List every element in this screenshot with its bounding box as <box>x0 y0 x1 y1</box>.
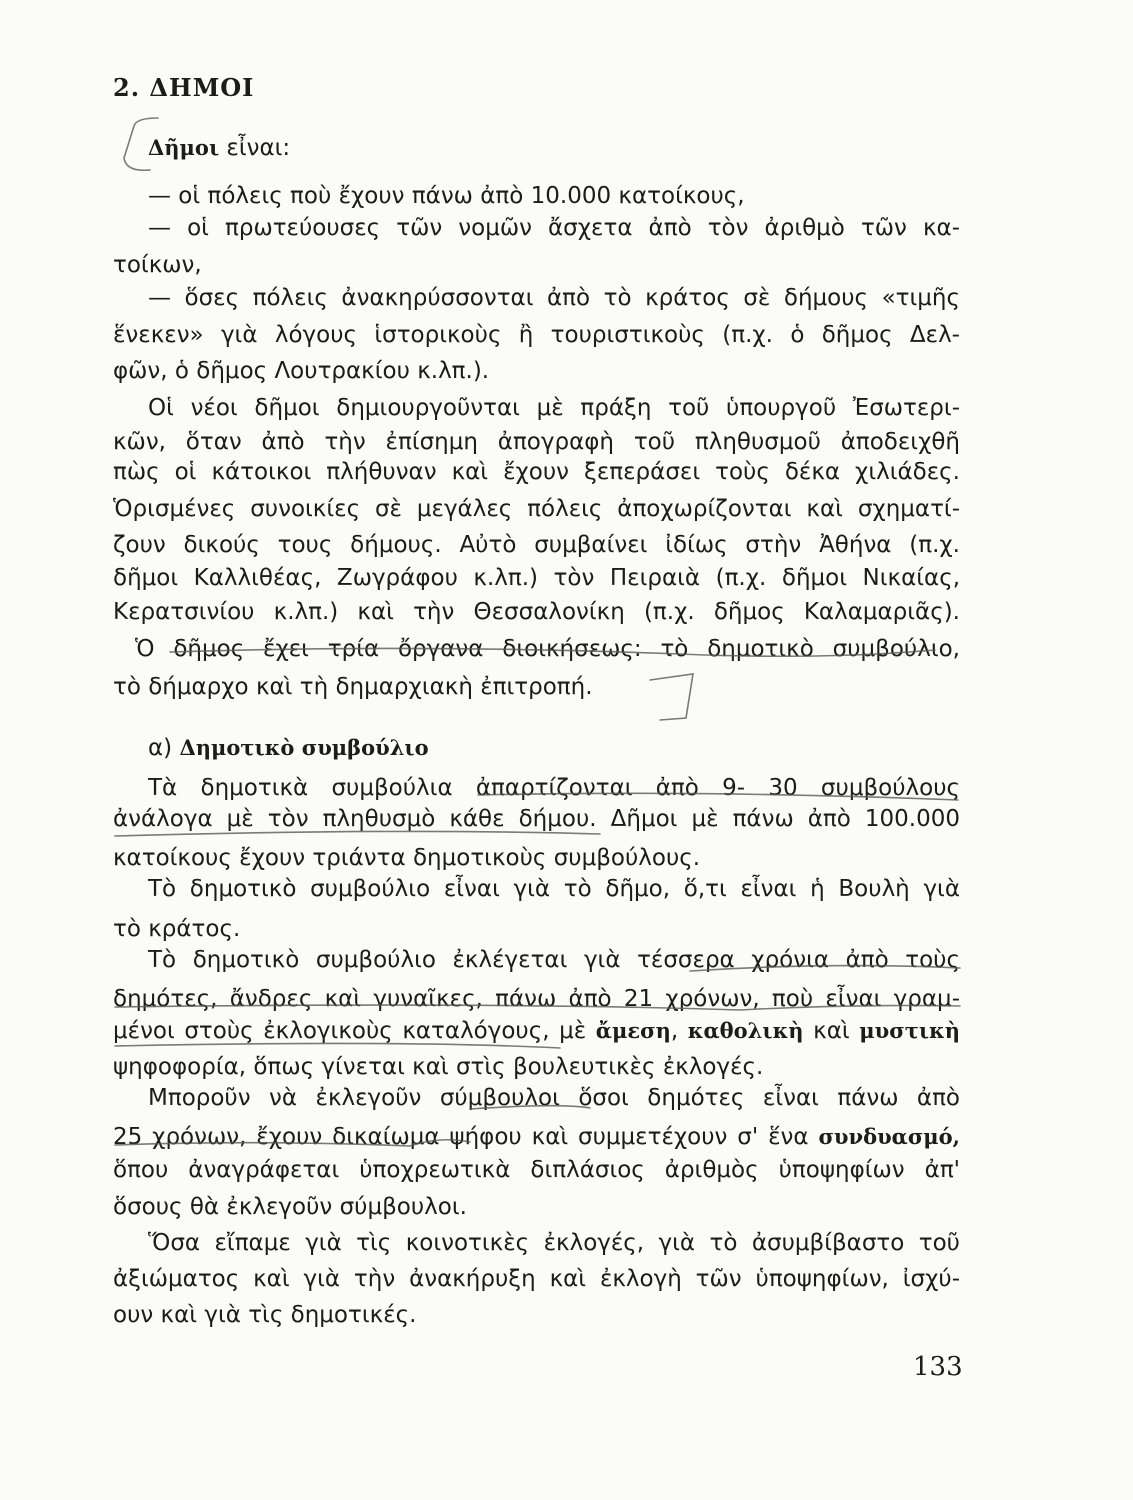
electoral-text: , <box>670 1018 688 1044</box>
intro-term: Δῆμοι <box>148 135 220 160</box>
body-line: Ὅσα εἴπαμε γιὰ τὶς κοινοτικὲς ἐκλογές, γιὰ τὸ ἀσυμβίβαστο τοῦ <box>148 1230 960 1256</box>
body-line <box>113 1016 960 1046</box>
body-line: ψηφοφορία, ὅπως γίνεται καὶ στὶς βουλευτικὲς ἐκλογές. <box>113 1054 764 1080</box>
section-title: 2. ΔΗΜΟΙ <box>113 73 255 102</box>
body-line: ὅσους θὰ ἐκλεγοῦν σύμβουλοι. <box>113 1194 467 1220</box>
body-line <box>113 1122 960 1152</box>
intro-rest: εἶναι: <box>219 135 291 161</box>
body-line: φῶν, ὁ δῆμος Λουτρακίου κ.λπ.). <box>113 358 490 384</box>
body-line: δημότες, ἄνδρες καὶ γυναῖκες, πάνω ἀπὸ 21 χρόνων, ποὺ εἶναι γραμ- <box>113 986 960 1012</box>
body-line: Ὁ δῆμος ἔχει τρία ὄργανα διοικήσεως: τὸ δημοτικὸ συμβούλιο, <box>135 636 960 662</box>
body-line: Οἱ νέοι δῆμοι δημιουργοῦνται μὲ πράξη τοῦ ὑπουργοῦ Ἐσωτερι- <box>148 395 960 421</box>
body-line: ζουν δικούς τους δήμους. Αὐτὸ συμβαίνει ἰδίως στὴν Ἀθήνα (π.χ. <box>113 532 960 558</box>
body-line: κῶν, ὅταν ἀπὸ τὴν ἐπίσημη ἀπογραφὴ τοῦ πληθυσμοῦ ἀποδειχθῆ <box>113 429 960 455</box>
body-line: Τὸ δημοτικὸ συμβούλιο εἶναι γιὰ τὸ δῆμο, ὅ,τι εἶναι ἡ Βουλὴ γιὰ <box>148 876 960 902</box>
body-line: Τὰ δημοτικὰ συμβούλια ἀπαρτίζονται ἀπὸ 9- 30 συμβούλους <box>148 775 960 801</box>
body-line: τοίκων, <box>113 252 202 278</box>
body-line: Κερατσινίου κ.λπ.) καὶ τὴν Θεσσαλονίκη (π.χ. δῆμος Καλαμαριᾶς). <box>113 599 960 625</box>
bold-term: ἄμεση <box>595 1018 671 1043</box>
electoral-text: μένοι στοὺς ἐκλογικοὺς καταλόγους, μὲ <box>113 1018 596 1044</box>
body-line: ουν καὶ γιὰ τὶς δημοτικές. <box>113 1302 417 1328</box>
body-line: ἀξιώματος καὶ γιὰ τὴν ἀνακήρυξη καὶ ἐκλογὴ τῶν ὑποψηφίων, ἰσχύ- <box>113 1266 960 1292</box>
body-line: Μποροῦν νὰ ἐκλεγοῦν σύμβουλοι ὅσοι δημότες εἶναι πάνω ἀπὸ <box>148 1085 960 1111</box>
body-line: πὼς οἱ κάτοικοι πλήθυναν καὶ ἔχουν ξεπεράσει τοὺς δέκα χιλιάδες. <box>113 459 960 485</box>
body-line: ἕνεκεν» γιὰ λόγους ἱστορικοὺς ἢ τουριστικοὺς (π.χ. ὁ δῆμος Δελ- <box>113 322 960 348</box>
body-line: δῆμοι Καλλιθέας, Ζωγράφου κ.λπ.) τὸν Πειραιὰ (π.χ. δῆμοι Νικαίας, <box>113 565 960 591</box>
bold-term: μυστικὴ <box>859 1018 960 1043</box>
body-line: τὸ δήμαρχο καὶ τὴ δημαρχιακὴ ἐπιτροπή. <box>113 674 593 700</box>
subheading-title: Δημοτικὸ συμβούλιο <box>179 735 429 760</box>
body-line: Τὸ δημοτικὸ συμβούλιο ἐκλέγεται γιὰ τέσσερα χρόνια ἀπὸ τοὺς <box>148 947 960 973</box>
subheading <box>148 733 429 763</box>
body-line: κατοίκους ἔχουν τριάντα δημοτικοὺς συμβούλους. <box>113 845 701 871</box>
intro-line <box>148 133 995 163</box>
body-line: — οἱ πρωτεύουσες τῶν νομῶν ἄσχετα ἀπὸ τὸν ἀριθμὸ τῶν κα- <box>148 215 960 241</box>
electoral-text: καὶ <box>803 1018 860 1044</box>
bold-term: συνδυασμό, <box>818 1124 960 1149</box>
combo-text: 25 χρόνων, ἔχουν δικαίωμα ψήφου καὶ συμμετέχουν σ' ἕνα <box>113 1124 819 1150</box>
body-line: — οἱ πόλεις ποὺ ἔχουν πάνω ἀπὸ 10.000 κατοίκους, <box>148 183 745 209</box>
body-line: ἀνάλογα μὲ τὸν πληθυσμὸ κάθε δήμου. Δῆμοι μὲ πάνω ἀπὸ 100.000 <box>113 806 960 832</box>
page-number: 133 <box>913 1352 963 1382</box>
bold-term: καθολικὴ <box>687 1018 804 1043</box>
body-line: ὅπου ἀναγράφεται ὑποχρεωτικὰ διπλάσιος ἀριθμὸς ὑποψηφίων ἀπ' <box>113 1157 960 1183</box>
body-line: Ὁρισμένες συνοικίες σὲ μεγάλες πόλεις ἀποχωρίζονται καὶ σχηματί- <box>113 496 960 522</box>
body-line: τὸ κράτος. <box>113 916 241 942</box>
subheading-prefix: α) <box>148 735 180 761</box>
body-line: — ὅσες πόλεις ἀνακηρύσσονται ἀπὸ τὸ κράτος σὲ δήμους «τιμῆς <box>148 285 960 311</box>
